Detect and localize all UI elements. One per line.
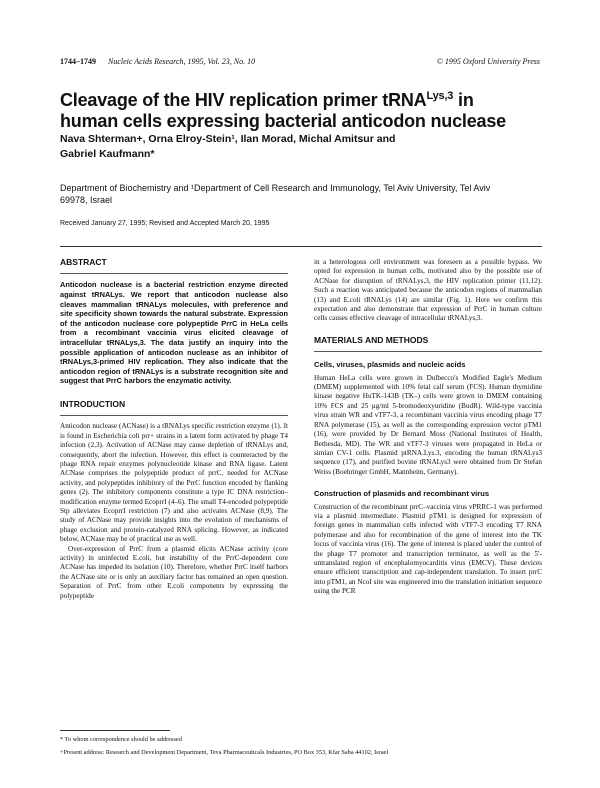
materials-rule [314, 351, 542, 352]
abstract-text: Anticodon nuclease is a bacterial restriction enzyme directed against tRNALys. We report that anticodon nuclease also cleaves mammalian tRNALys molecules, with preference and site specificity shown towards the natural substrate. Expression of the anticodon nuclease core polypeptide PrrC in HeLa cells from a recombinant vaccinia virus elicited cleavage of intracellular tRNALys,3. The data justify an inquiry into the possible application of anticodon nuclease as an inhibitor of tRNALys,3-primed HIV replication. They also indicate that the anticodon region of tRNALys is a substrate recognition site and suggest that PrrC harbors the enzymatic activity. [60, 280, 288, 386]
paper-title [60, 86, 540, 132]
journal-citation: Nucleic Acids Research, 1995, Vol. 23, No. 10 [108, 57, 256, 66]
title-line-1-end: in [453, 90, 474, 110]
author-list [60, 132, 540, 162]
construction-paragraph: Construction of the recombinant prrC–vaccinia virus vPRRC-1 was performed via a plasmid intermediate. Plasmid pTM1 is designed for expression of foreign genes in mammalian cells infected with vTF7-3 encoding T7 RNA polymerase and also for recombination of the gene of interest into the TK locus of vaccinia virus (16). The gene of interest is placed under the control of the phage T7 promoter and transcription terminator, as well as the 5′-untranslated region of encephalomyocarditis virus (EMCV). These devices ensure efficient transcription and cap-independent translation. To insert prrC into pTM1, an NcoI site was engineered into the translation initiation sequence using the PCR [314, 502, 542, 596]
introduction-heading: INTRODUCTION [60, 398, 126, 409]
abstract-heading: ABSTRACT [60, 257, 107, 267]
authors-line-1: Nava Shterman+, Orna Elroy-Stein¹, Ilan Morad, Michal Amitsur and [60, 133, 396, 145]
header-divider [60, 246, 542, 247]
authors-line-2: Gabriel Kaufmann* [60, 148, 155, 160]
title-superscript: Lys,3 [426, 90, 454, 102]
title-line-1: Cleavage of the HIV replication primer tRNA [60, 90, 427, 110]
materials-heading: MATERIALS AND METHODS [314, 334, 429, 345]
construction-subheading: Construction of plasmids and recombinant virus [314, 489, 490, 499]
right-column [314, 258, 542, 597]
running-header [60, 57, 540, 66]
affiliation [60, 182, 540, 206]
copyright-notice: © 1995 Oxford University Press [436, 57, 540, 66]
footnote-correspondence: * To whom correspondence should be addressed [60, 736, 182, 743]
introduction-rule [60, 415, 288, 416]
affiliation-line-1: Department of Biochemistry and ¹Department of Cell Research and Immunology, Tel Aviv University, Tel Aviv [60, 183, 491, 193]
intro-paragraph-1: Anticodon nuclease (ACNase) is a tRNALys specific restriction enzyme (1). It is found in Escherichia coli prr+ strains in a latent form activated by phage T4 infection (2,3). Activation of ACNase may cause depletion of tRNALys and, consequently, abort the infection. However, this effect is counteracted by the phage RNA repair enzymes polynucleotide kinase and RNA ligase. Latent ACNase comprises the polypeptide product of prrC, needed for ACNase activity, and polypeptides inhibitory of the PrrC function encoded by flanking genes (2). The inhibitory components constitute a type IC DNA restriction–modification enzyme termed EcoprrI (4–6). The small T4-encoded polypeptide Stp alleviates EcoprrI restriction (7) and also activates ACNase (8,9). The study of ACNase may provide insights into the evolution of mechanisms of phage exclusion and protein-catalyzed RNA splicing. However, as indicated below, ACNase may be of practical use as well. [60, 422, 288, 544]
received-dates: Received January 27, 1995; Revised and Accepted March 20, 1995 [60, 220, 270, 227]
affiliation-line-2: 69978, Israel [60, 195, 113, 205]
page-range: 1744–1749 [60, 57, 96, 66]
cells-subheading: Cells, viruses, plasmids and nucleic acids [314, 360, 466, 370]
footnote-divider [60, 730, 170, 731]
abstract-rule [60, 273, 288, 274]
intro-paragraph-2: Over-expression of PrrC from a plasmid elicits ACNase activity (core activity) in uninfected E.coli, but instability of the PrrC-dependent core ACNase has impeded its isolation (10). Therefore, whether PrrC itself harbors the ACNase site or is only an auxiliary factor has remained an open question. Separation of PrrC from other E.coli components by expressing the polypeptide [60, 544, 288, 600]
intro-continued-paragraph: in a heterologous cell environment was foreseen as a possible bypass. We opted for expression in human cells, motivated also by the possible use of ACNase for disruption of tRNALys,3, the HIV replication primer (11,12). Such a reaction was anticipated because the anticodon regions of mammalian (13) and E.coli tRNALys (14) are similar (Fig. 1). Here we confirm this expectation and also demonstrate that expression of PrrC in human culture cells causes effective cleavage of intracellular tRNALys,3. [314, 258, 542, 323]
left-column [60, 258, 288, 601]
title-line-2: human cells expressing bacterial anticodon nuclease [60, 111, 506, 131]
footnote-present-address: +Present address: Research and Development Department, Teva Pharmaceuticals Industries, PO Box 353, Kfar Saba 44102, Israel [60, 749, 389, 756]
cells-paragraph: Human HeLa cells were grown in Dulbecco's Modified Eagle's Medium (DMEM) supplemented with 10% fetal calf serum (FCS). Human thymidine kinase negative HuTK-143B (TK–) cells were grown in DMEM containing 10% FCS and 25 μg/ml 5-bromodeoxyuridine (BudR). Wild-type vaccinia virus strain WR and vTF7-3, a recombinant vaccinia virus encoding phage T7 RNA polymerase (15), as well as the corresponding expression vector pTM1 (16), were provided by Dr Bernard Moss (National Institutes of Health, Bethesda, MD). The WR and vTF7-3 viruses were propagated in HeLa or simian CV-1 cells. Plasmid ptRNA.Lys.3, encoding the human tRNALys3 sequence (17), and purified bovine tRNALys3 were obtained from Dr Stefan Weiss (Boehringer GmbH, Mannheim, Germany). [314, 373, 542, 476]
